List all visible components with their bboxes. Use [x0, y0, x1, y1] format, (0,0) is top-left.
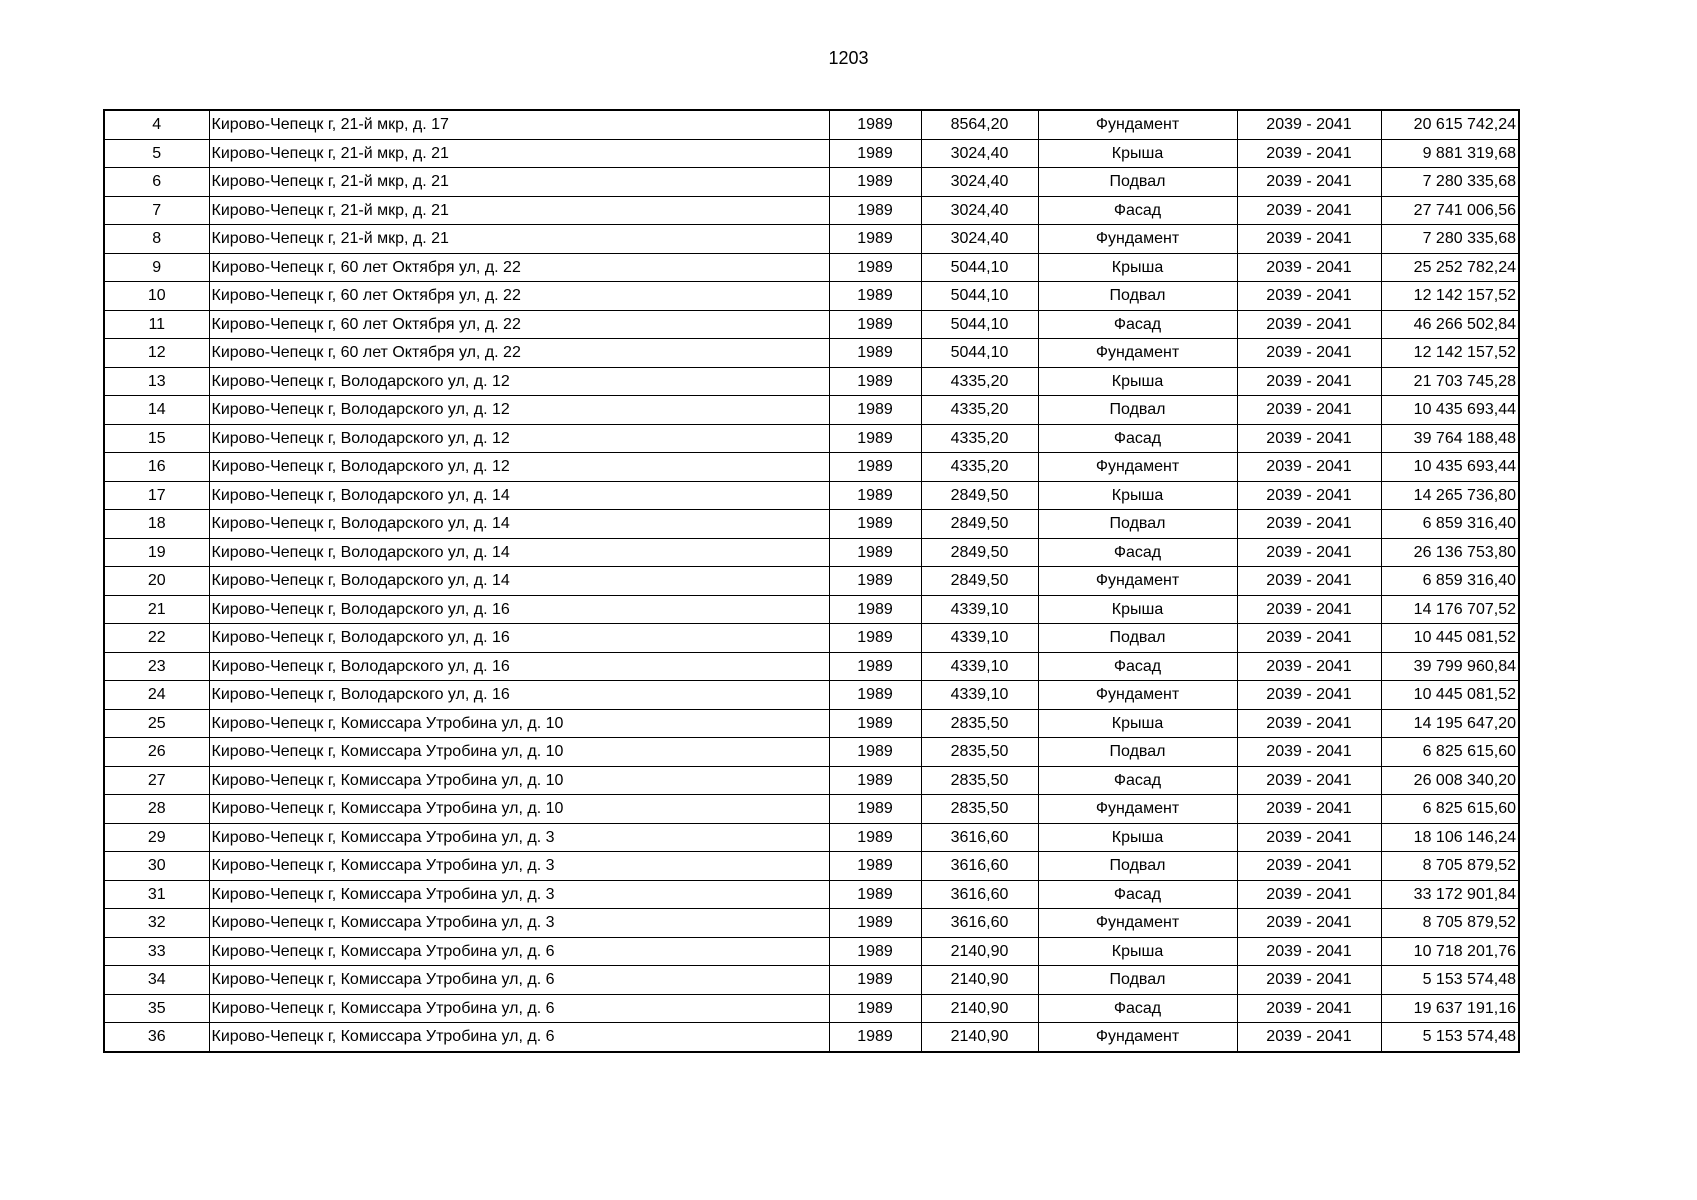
- address-cell: Кирово-Чепецк г, Володарского ул, д. 14: [209, 510, 829, 539]
- year-built-cell: 1989: [829, 282, 921, 311]
- address-cell: Кирово-Чепецк г, 21-й мкр, д. 21: [209, 168, 829, 197]
- area-cell: 2835,50: [921, 766, 1038, 795]
- area-cell: 4335,20: [921, 424, 1038, 453]
- table-row: [104, 852, 1519, 881]
- table-row: [104, 481, 1519, 510]
- area-cell: 2835,50: [921, 738, 1038, 767]
- repair-period-cell: 2039 - 2041: [1237, 253, 1381, 282]
- table-row: [104, 168, 1519, 197]
- row-number-cell: 14: [104, 396, 209, 425]
- table-row: [104, 624, 1519, 653]
- repair-period-cell: 2039 - 2041: [1237, 966, 1381, 995]
- table-row: [104, 510, 1519, 539]
- structural-element-cell: Крыша: [1038, 595, 1237, 624]
- cost-cell: 21 703 745,28: [1381, 367, 1519, 396]
- structural-element-cell: Фундамент: [1038, 681, 1237, 710]
- cost-cell: 39 799 960,84: [1381, 652, 1519, 681]
- cost-cell: 10 435 693,44: [1381, 453, 1519, 482]
- cost-cell: 6 859 316,40: [1381, 567, 1519, 596]
- cost-cell: 6 859 316,40: [1381, 510, 1519, 539]
- cost-cell: 5 153 574,48: [1381, 966, 1519, 995]
- year-built-cell: 1989: [829, 652, 921, 681]
- structural-element-cell: Фасад: [1038, 196, 1237, 225]
- row-number-cell: 35: [104, 994, 209, 1023]
- cost-cell: 18 106 146,24: [1381, 823, 1519, 852]
- row-number-cell: 11: [104, 310, 209, 339]
- repair-period-cell: 2039 - 2041: [1237, 652, 1381, 681]
- structural-element-cell: Фундамент: [1038, 225, 1237, 254]
- row-number-cell: 4: [104, 110, 209, 139]
- repair-period-cell: 2039 - 2041: [1237, 453, 1381, 482]
- address-cell: Кирово-Чепецк г, 60 лет Октября ул, д. 22: [209, 339, 829, 368]
- cost-cell: 14 176 707,52: [1381, 595, 1519, 624]
- address-cell: Кирово-Чепецк г, Комиссара Утробина ул, д. 6: [209, 937, 829, 966]
- row-number-cell: 26: [104, 738, 209, 767]
- address-cell: Кирово-Чепецк г, Володарского ул, д. 16: [209, 624, 829, 653]
- repair-period-cell: 2039 - 2041: [1237, 852, 1381, 881]
- address-cell: Кирово-Чепецк г, Комиссара Утробина ул, д. 3: [209, 909, 829, 938]
- row-number-cell: 5: [104, 139, 209, 168]
- row-number-cell: 15: [104, 424, 209, 453]
- address-cell: Кирово-Чепецк г, 21-й мкр, д. 21: [209, 225, 829, 254]
- table-row: [104, 310, 1519, 339]
- table-row: [104, 367, 1519, 396]
- table-row: [104, 709, 1519, 738]
- row-number-cell: 9: [104, 253, 209, 282]
- table-row: [104, 595, 1519, 624]
- year-built-cell: 1989: [829, 595, 921, 624]
- address-cell: Кирово-Чепецк г, Володарского ул, д. 12: [209, 367, 829, 396]
- repair-period-cell: 2039 - 2041: [1237, 139, 1381, 168]
- table-row: [104, 823, 1519, 852]
- year-built-cell: 1989: [829, 510, 921, 539]
- structural-element-cell: Фасад: [1038, 424, 1237, 453]
- address-cell: Кирово-Чепецк г, Володарского ул, д. 12: [209, 424, 829, 453]
- repair-period-cell: 2039 - 2041: [1237, 310, 1381, 339]
- address-cell: Кирово-Чепецк г, Володарского ул, д. 14: [209, 538, 829, 567]
- cost-cell: 12 142 157,52: [1381, 339, 1519, 368]
- table-row: [104, 538, 1519, 567]
- repair-period-cell: 2039 - 2041: [1237, 481, 1381, 510]
- area-cell: 4339,10: [921, 652, 1038, 681]
- cost-cell: 39 764 188,48: [1381, 424, 1519, 453]
- cost-cell: 9 881 319,68: [1381, 139, 1519, 168]
- table-row: [104, 766, 1519, 795]
- row-number-cell: 21: [104, 595, 209, 624]
- row-number-cell: 8: [104, 225, 209, 254]
- repair-period-cell: 2039 - 2041: [1237, 994, 1381, 1023]
- row-number-cell: 23: [104, 652, 209, 681]
- area-cell: 2849,50: [921, 510, 1038, 539]
- structural-element-cell: Фундамент: [1038, 909, 1237, 938]
- cost-cell: 25 252 782,24: [1381, 253, 1519, 282]
- area-cell: 3024,40: [921, 168, 1038, 197]
- year-built-cell: 1989: [829, 453, 921, 482]
- page-number: 1203: [828, 48, 869, 68]
- area-cell: 3024,40: [921, 139, 1038, 168]
- address-cell: Кирово-Чепецк г, 21-й мкр, д. 21: [209, 139, 829, 168]
- structural-element-cell: Фундамент: [1038, 1023, 1237, 1052]
- address-cell: Кирово-Чепецк г, 21-й мкр, д. 17: [209, 110, 829, 139]
- cost-cell: 12 142 157,52: [1381, 282, 1519, 311]
- cost-cell: 10 718 201,76: [1381, 937, 1519, 966]
- structural-element-cell: Фундамент: [1038, 453, 1237, 482]
- area-cell: 3024,40: [921, 225, 1038, 254]
- table-row: [104, 282, 1519, 311]
- row-number-cell: 18: [104, 510, 209, 539]
- row-number-cell: 7: [104, 196, 209, 225]
- table-row: [104, 909, 1519, 938]
- address-cell: Кирово-Чепецк г, Комиссара Утробина ул, д. 3: [209, 852, 829, 881]
- table-row: [104, 339, 1519, 368]
- repair-period-cell: 2039 - 2041: [1237, 396, 1381, 425]
- area-cell: 2140,90: [921, 1023, 1038, 1052]
- structural-element-cell: Крыша: [1038, 139, 1237, 168]
- repair-period-cell: 2039 - 2041: [1237, 595, 1381, 624]
- row-number-cell: 19: [104, 538, 209, 567]
- year-built-cell: 1989: [829, 880, 921, 909]
- address-cell: Кирово-Чепецк г, Комиссара Утробина ул, д. 3: [209, 880, 829, 909]
- table-row: [104, 1023, 1519, 1052]
- area-cell: 4335,20: [921, 396, 1038, 425]
- repair-period-cell: 2039 - 2041: [1237, 168, 1381, 197]
- repair-period-cell: 2039 - 2041: [1237, 538, 1381, 567]
- repair-schedule-table: [103, 109, 1520, 1053]
- year-built-cell: 1989: [829, 196, 921, 225]
- year-built-cell: 1989: [829, 481, 921, 510]
- row-number-cell: 17: [104, 481, 209, 510]
- repair-period-cell: 2039 - 2041: [1237, 738, 1381, 767]
- cost-cell: 20 615 742,24: [1381, 110, 1519, 139]
- area-cell: 2849,50: [921, 538, 1038, 567]
- structural-element-cell: Подвал: [1038, 966, 1237, 995]
- area-cell: 4335,20: [921, 453, 1038, 482]
- structural-element-cell: Крыша: [1038, 823, 1237, 852]
- address-cell: Кирово-Чепецк г, Комиссара Утробина ул, д. 10: [209, 738, 829, 767]
- structural-element-cell: Крыша: [1038, 937, 1237, 966]
- year-built-cell: 1989: [829, 225, 921, 254]
- repair-period-cell: 2039 - 2041: [1237, 424, 1381, 453]
- table-row: [104, 396, 1519, 425]
- cost-cell: 5 153 574,48: [1381, 1023, 1519, 1052]
- cost-cell: 10 435 693,44: [1381, 396, 1519, 425]
- row-number-cell: 27: [104, 766, 209, 795]
- address-cell: Кирово-Чепецк г, Володарского ул, д. 14: [209, 481, 829, 510]
- table-body: [104, 110, 1519, 1052]
- structural-element-cell: Фасад: [1038, 310, 1237, 339]
- year-built-cell: 1989: [829, 168, 921, 197]
- repair-period-cell: 2039 - 2041: [1237, 225, 1381, 254]
- area-cell: 5044,10: [921, 253, 1038, 282]
- address-cell: Кирово-Чепецк г, Комиссара Утробина ул, д. 3: [209, 823, 829, 852]
- table-row: [104, 196, 1519, 225]
- year-built-cell: 1989: [829, 310, 921, 339]
- repair-period-cell: 2039 - 2041: [1237, 567, 1381, 596]
- address-cell: Кирово-Чепецк г, Комиссара Утробина ул, д. 6: [209, 994, 829, 1023]
- area-cell: 2835,50: [921, 795, 1038, 824]
- repair-period-cell: 2039 - 2041: [1237, 110, 1381, 139]
- area-cell: 4335,20: [921, 367, 1038, 396]
- cost-cell: 7 280 335,68: [1381, 168, 1519, 197]
- structural-element-cell: Крыша: [1038, 253, 1237, 282]
- row-number-cell: 32: [104, 909, 209, 938]
- cost-cell: 26 136 753,80: [1381, 538, 1519, 567]
- address-cell: Кирово-Чепецк г, Володарского ул, д. 14: [209, 567, 829, 596]
- row-number-cell: 34: [104, 966, 209, 995]
- area-cell: 2140,90: [921, 994, 1038, 1023]
- area-cell: 2849,50: [921, 481, 1038, 510]
- area-cell: 4339,10: [921, 681, 1038, 710]
- table-row: [104, 795, 1519, 824]
- structural-element-cell: Крыша: [1038, 367, 1237, 396]
- area-cell: 3616,60: [921, 909, 1038, 938]
- structural-element-cell: Фундамент: [1038, 795, 1237, 824]
- row-number-cell: 13: [104, 367, 209, 396]
- year-built-cell: 1989: [829, 823, 921, 852]
- row-number-cell: 25: [104, 709, 209, 738]
- year-built-cell: 1989: [829, 909, 921, 938]
- table-row: [104, 225, 1519, 254]
- cost-cell: 10 445 081,52: [1381, 681, 1519, 710]
- address-cell: Кирово-Чепецк г, 21-й мкр, д. 21: [209, 196, 829, 225]
- structural-element-cell: Подвал: [1038, 852, 1237, 881]
- area-cell: 2140,90: [921, 937, 1038, 966]
- table-row: [104, 937, 1519, 966]
- repair-period-cell: 2039 - 2041: [1237, 766, 1381, 795]
- year-built-cell: 1989: [829, 994, 921, 1023]
- area-cell: 2835,50: [921, 709, 1038, 738]
- year-built-cell: 1989: [829, 538, 921, 567]
- area-cell: 2140,90: [921, 966, 1038, 995]
- address-cell: Кирово-Чепецк г, 60 лет Октября ул, д. 22: [209, 282, 829, 311]
- cost-cell: 8 705 879,52: [1381, 852, 1519, 881]
- row-number-cell: 28: [104, 795, 209, 824]
- year-built-cell: 1989: [829, 139, 921, 168]
- row-number-cell: 22: [104, 624, 209, 653]
- repair-period-cell: 2039 - 2041: [1237, 196, 1381, 225]
- repair-period-cell: 2039 - 2041: [1237, 624, 1381, 653]
- address-cell: Кирово-Чепецк г, Володарского ул, д. 16: [209, 681, 829, 710]
- area-cell: 2849,50: [921, 567, 1038, 596]
- year-built-cell: 1989: [829, 567, 921, 596]
- structural-element-cell: Фасад: [1038, 880, 1237, 909]
- structural-element-cell: Фундамент: [1038, 567, 1237, 596]
- repair-period-cell: 2039 - 2041: [1237, 909, 1381, 938]
- area-cell: 3616,60: [921, 852, 1038, 881]
- row-number-cell: 16: [104, 453, 209, 482]
- table-row: [104, 453, 1519, 482]
- cost-cell: 8 705 879,52: [1381, 909, 1519, 938]
- address-cell: Кирово-Чепецк г, Володарского ул, д. 12: [209, 396, 829, 425]
- cost-cell: 14 195 647,20: [1381, 709, 1519, 738]
- year-built-cell: 1989: [829, 624, 921, 653]
- area-cell: 3616,60: [921, 823, 1038, 852]
- year-built-cell: 1989: [829, 738, 921, 767]
- table-row: [104, 994, 1519, 1023]
- cost-cell: 27 741 006,56: [1381, 196, 1519, 225]
- address-cell: Кирово-Чепецк г, Володарского ул, д. 16: [209, 652, 829, 681]
- cost-cell: 10 445 081,52: [1381, 624, 1519, 653]
- repair-period-cell: 2039 - 2041: [1237, 1023, 1381, 1052]
- row-number-cell: 10: [104, 282, 209, 311]
- address-cell: Кирово-Чепецк г, Комиссара Утробина ул, д. 10: [209, 795, 829, 824]
- structural-element-cell: Фундамент: [1038, 110, 1237, 139]
- structural-element-cell: Подвал: [1038, 510, 1237, 539]
- address-cell: Кирово-Чепецк г, Комиссара Утробина ул, д. 6: [209, 1023, 829, 1052]
- address-cell: Кирово-Чепецк г, Комиссара Утробина ул, д. 6: [209, 966, 829, 995]
- row-number-cell: 29: [104, 823, 209, 852]
- table-row: [104, 253, 1519, 282]
- area-cell: 3616,60: [921, 880, 1038, 909]
- cost-cell: 6 825 615,60: [1381, 738, 1519, 767]
- year-built-cell: 1989: [829, 852, 921, 881]
- structural-element-cell: Крыша: [1038, 709, 1237, 738]
- structural-element-cell: Фасад: [1038, 652, 1237, 681]
- table-row: [104, 139, 1519, 168]
- cost-cell: 26 008 340,20: [1381, 766, 1519, 795]
- area-cell: 3024,40: [921, 196, 1038, 225]
- year-built-cell: 1989: [829, 396, 921, 425]
- area-cell: 5044,10: [921, 310, 1038, 339]
- cost-cell: 33 172 901,84: [1381, 880, 1519, 909]
- repair-period-cell: 2039 - 2041: [1237, 795, 1381, 824]
- year-built-cell: 1989: [829, 681, 921, 710]
- area-cell: 8564,20: [921, 110, 1038, 139]
- repair-period-cell: 2039 - 2041: [1237, 709, 1381, 738]
- year-built-cell: 1989: [829, 367, 921, 396]
- cost-cell: 46 266 502,84: [1381, 310, 1519, 339]
- address-cell: Кирово-Чепецк г, Володарского ул, д. 12: [209, 453, 829, 482]
- year-built-cell: 1989: [829, 766, 921, 795]
- address-cell: Кирово-Чепецк г, 60 лет Октября ул, д. 22: [209, 310, 829, 339]
- row-number-cell: 12: [104, 339, 209, 368]
- table-row: [104, 880, 1519, 909]
- row-number-cell: 30: [104, 852, 209, 881]
- address-cell: Кирово-Чепецк г, Комиссара Утробина ул, д. 10: [209, 709, 829, 738]
- table-row: [104, 966, 1519, 995]
- cost-cell: 14 265 736,80: [1381, 481, 1519, 510]
- structural-element-cell: Подвал: [1038, 624, 1237, 653]
- area-cell: 4339,10: [921, 595, 1038, 624]
- repair-period-cell: 2039 - 2041: [1237, 937, 1381, 966]
- address-cell: Кирово-Чепецк г, 60 лет Октября ул, д. 22: [209, 253, 829, 282]
- cost-cell: 19 637 191,16: [1381, 994, 1519, 1023]
- table-row: [104, 110, 1519, 139]
- table-row: [104, 424, 1519, 453]
- year-built-cell: 1989: [829, 339, 921, 368]
- structural-element-cell: Подвал: [1038, 282, 1237, 311]
- year-built-cell: 1989: [829, 424, 921, 453]
- area-cell: 5044,10: [921, 282, 1038, 311]
- repair-period-cell: 2039 - 2041: [1237, 880, 1381, 909]
- row-number-cell: 6: [104, 168, 209, 197]
- year-built-cell: 1989: [829, 1023, 921, 1052]
- repair-period-cell: 2039 - 2041: [1237, 823, 1381, 852]
- structural-element-cell: Фундамент: [1038, 339, 1237, 368]
- address-cell: Кирово-Чепецк г, Комиссара Утробина ул, д. 10: [209, 766, 829, 795]
- cost-cell: 7 280 335,68: [1381, 225, 1519, 254]
- table-row: [104, 681, 1519, 710]
- area-cell: 5044,10: [921, 339, 1038, 368]
- row-number-cell: 33: [104, 937, 209, 966]
- structural-element-cell: Подвал: [1038, 738, 1237, 767]
- table-row: [104, 738, 1519, 767]
- structural-element-cell: Фасад: [1038, 766, 1237, 795]
- table-row: [104, 652, 1519, 681]
- structural-element-cell: Подвал: [1038, 396, 1237, 425]
- repair-period-cell: 2039 - 2041: [1237, 339, 1381, 368]
- year-built-cell: 1989: [829, 966, 921, 995]
- area-cell: 4339,10: [921, 624, 1038, 653]
- structural-element-cell: Подвал: [1038, 168, 1237, 197]
- structural-element-cell: Фасад: [1038, 994, 1237, 1023]
- repair-period-cell: 2039 - 2041: [1237, 367, 1381, 396]
- repair-period-cell: 2039 - 2041: [1237, 282, 1381, 311]
- structural-element-cell: Фасад: [1038, 538, 1237, 567]
- cost-cell: 6 825 615,60: [1381, 795, 1519, 824]
- repair-period-cell: 2039 - 2041: [1237, 681, 1381, 710]
- repair-period-cell: 2039 - 2041: [1237, 510, 1381, 539]
- year-built-cell: 1989: [829, 110, 921, 139]
- year-built-cell: 1989: [829, 709, 921, 738]
- address-cell: Кирово-Чепецк г, Володарского ул, д. 16: [209, 595, 829, 624]
- table-row: [104, 567, 1519, 596]
- row-number-cell: 20: [104, 567, 209, 596]
- row-number-cell: 24: [104, 681, 209, 710]
- year-built-cell: 1989: [829, 795, 921, 824]
- year-built-cell: 1989: [829, 937, 921, 966]
- year-built-cell: 1989: [829, 253, 921, 282]
- row-number-cell: 31: [104, 880, 209, 909]
- structural-element-cell: Крыша: [1038, 481, 1237, 510]
- row-number-cell: 36: [104, 1023, 209, 1052]
